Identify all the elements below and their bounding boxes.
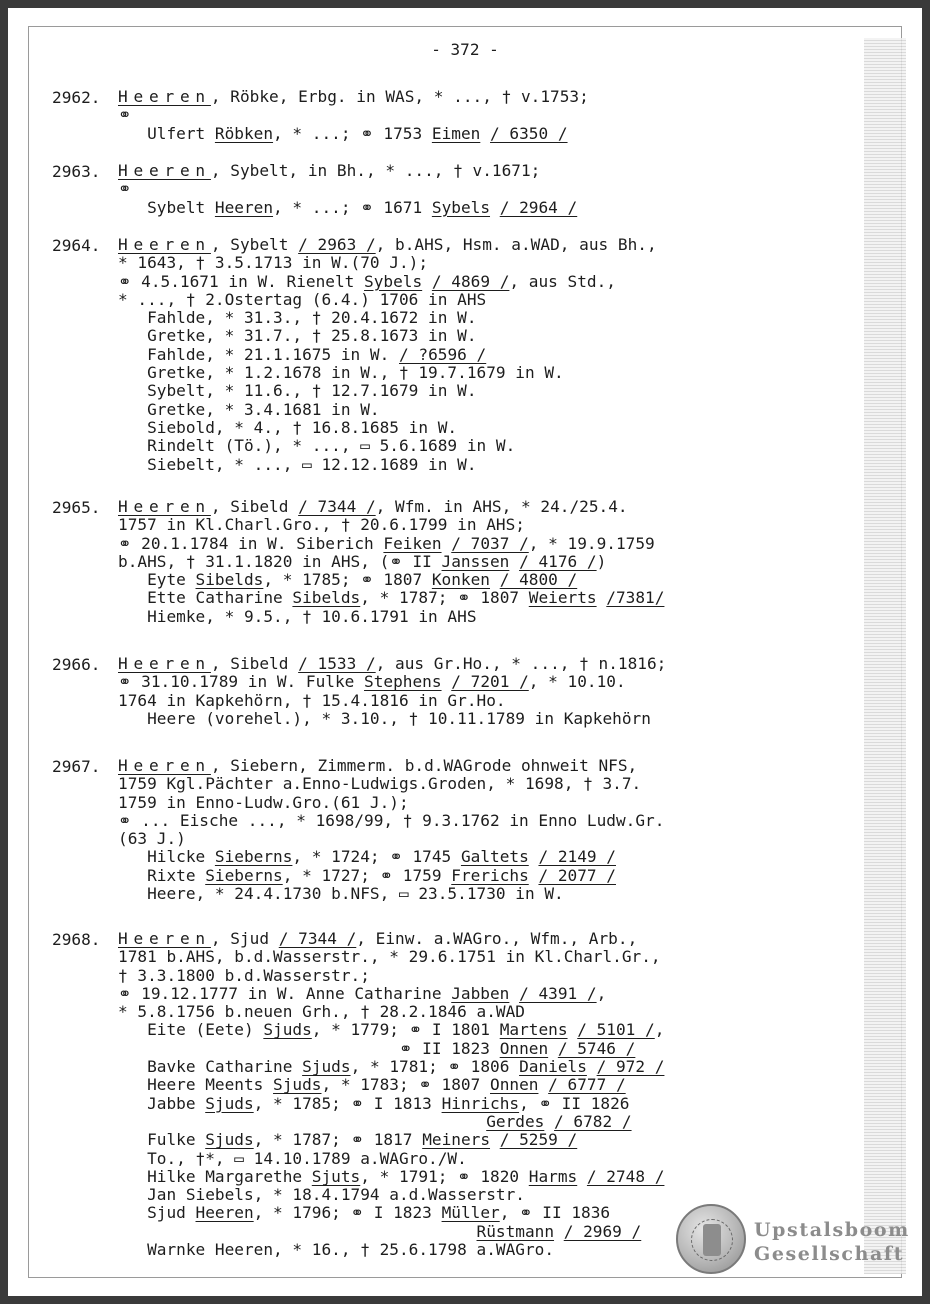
entry-line — [118, 1113, 664, 1131]
surname-heading: Heeren — [118, 87, 211, 106]
underlined-reference: / 2964 / — [499, 197, 578, 217]
underlined-reference: Sjuds — [273, 1075, 322, 1095]
entry-text: , — [596, 983, 607, 1003]
entry-text: Sjud — [118, 1203, 196, 1223]
surname-heading: Heeren — [118, 497, 211, 516]
underlined-reference: Rüstmann — [476, 1221, 555, 1241]
entry-text: , * 1779; ⚭ I 1801 — [311, 1020, 500, 1040]
entry-text: , * 1785; ⚭ 1807 — [263, 570, 432, 590]
entry-line — [118, 401, 657, 419]
entry-number: 2968. — [52, 930, 101, 949]
underlined-reference: / 5259 / — [499, 1130, 578, 1150]
entry-line — [118, 775, 664, 793]
entry-line — [118, 794, 664, 812]
entry-text: 1764 in Kapkehörn, † 15.4.1816 in Gr.Ho. — [118, 690, 506, 710]
entry-text: ⚭ 20.1.1784 in W. Siberich — [118, 533, 384, 553]
entry-line — [118, 309, 657, 327]
underlined-reference: Sybels — [364, 271, 423, 291]
underlined-reference: / 2969 / — [563, 1221, 642, 1241]
entry-text: , * 1796; ⚭ I 1823 — [253, 1203, 442, 1223]
entry-line — [118, 930, 664, 948]
entry-line — [118, 608, 664, 626]
entry-text — [554, 1222, 564, 1241]
underlined-reference: Sjuds — [302, 1057, 351, 1077]
entry-number: 2965. — [52, 498, 101, 517]
entry-line — [118, 419, 657, 437]
entry-text: , * 1727; ⚭ 1759 — [282, 865, 452, 885]
entry-text: Rixte — [118, 865, 206, 885]
entry-line — [118, 1021, 664, 1039]
entry-text: , * 10.10. — [528, 672, 626, 692]
underlined-reference: Frerichs — [451, 865, 529, 885]
entry-line — [118, 885, 664, 903]
entry-line — [118, 535, 664, 553]
underlined-reference: / 2748 / — [586, 1166, 665, 1186]
underlined-reference: Feiken — [383, 533, 442, 553]
underlined-reference: Sjuds — [263, 1020, 312, 1040]
entry-text: , Röbke, Erbg. in WAS, * ..., † v.1753; — [210, 87, 589, 106]
entry-text: , * 1783; ⚭ 1807 — [321, 1075, 490, 1095]
entry-line — [118, 1058, 664, 1076]
underlined-reference: /7381/ — [606, 588, 665, 608]
entry-text: Sybelt, * 11.6., † 12.7.1679 in W. — [118, 381, 477, 401]
underlined-reference: Sjuds — [205, 1130, 254, 1150]
entry-text — [509, 552, 519, 571]
entry-line — [118, 236, 657, 254]
upstalsboom-logo — [676, 1204, 910, 1274]
entry-line — [118, 346, 657, 364]
entry-text — [490, 570, 500, 589]
entry-line — [118, 88, 589, 106]
entry-text — [529, 847, 539, 866]
entry-text: , aus Std., — [509, 271, 616, 291]
entry-text: , * 1791; ⚭ 1820 — [360, 1166, 529, 1186]
entry-text: , Sjud — [210, 929, 279, 948]
entry-text: Siebelt, * ..., ▭ 12.12.1689 in W. — [118, 454, 477, 474]
entry-number: 2966. — [52, 655, 101, 674]
entry-line — [118, 967, 664, 985]
underlined-reference: Röbken — [214, 123, 274, 143]
entry-text: Hilcke — [118, 847, 215, 867]
entry-text: Fahlde, * 21.1.1675 in W. — [118, 344, 399, 364]
logo-line-1: Upstalsboom — [754, 1219, 910, 1241]
entry-text: Warnke Heeren, * 16., † 25.6.1798 a.WAGro. — [118, 1240, 555, 1260]
entry-line — [118, 1204, 664, 1222]
entry-text: Hilke Margarethe — [118, 1166, 312, 1186]
entry-text: * 5.8.1756 b.neuen Grh., † 28.2.1846 a.WAD — [118, 1002, 525, 1022]
entry-line — [118, 830, 664, 848]
entry-text: , * 1724; ⚭ 1745 — [292, 847, 461, 867]
entry-line — [118, 364, 657, 382]
entry-text: Gretke, * 31.7., † 25.8.1673 in W. — [118, 326, 477, 346]
entry-text: * ..., † 2.Ostertag (6.4.) 1706 in AHS — [118, 289, 487, 309]
underlined-reference: Meiners — [422, 1130, 491, 1150]
underlined-reference: / 2077 / — [538, 865, 616, 885]
underlined-reference: Harms — [528, 1166, 578, 1186]
underlined-reference: Jabben — [451, 983, 510, 1003]
entry-text — [587, 1057, 597, 1076]
underlined-reference: Heeren — [214, 197, 274, 217]
underlined-reference: Onnen — [499, 1038, 549, 1058]
entry-line — [118, 848, 664, 866]
entry-text: , Sybelt — [210, 235, 299, 254]
entry-text: Siebold, * 4., † 16.8.1685 in W. — [118, 417, 458, 437]
entry-number: 2962. — [52, 88, 101, 107]
entry-text: ⚭ 4.5.1671 in W. Rienelt — [118, 271, 365, 291]
entry-text: b.AHS, † 31.1.1820 in AHS, (⚭ II — [118, 551, 442, 571]
entry-line — [118, 516, 664, 534]
underlined-reference: Daniels — [519, 1057, 587, 1077]
underlined-reference: / 2963 / — [298, 235, 376, 254]
underlined-reference: / ?6596 / — [399, 344, 487, 364]
entry-line — [118, 199, 577, 217]
entry-text: Heere Meents — [118, 1075, 274, 1095]
entry-line — [118, 180, 577, 198]
entry-line — [118, 125, 589, 143]
entry-line — [118, 589, 664, 607]
underlined-reference: Galtets — [460, 847, 529, 867]
entry-line — [118, 553, 664, 571]
entry-text: Gretke, * 3.4.1681 in W. — [118, 399, 380, 419]
underlined-reference: Sjuds — [205, 1093, 254, 1113]
underlined-reference: Heeren — [195, 1203, 254, 1223]
underlined-reference: Sieberns — [205, 865, 283, 885]
entry-text: Eite (Eete) — [118, 1020, 264, 1040]
underlined-reference: Sibelds — [195, 570, 264, 590]
underlined-reference: / 2149 / — [538, 847, 616, 867]
entry-line — [118, 1131, 664, 1149]
entry-text: , Siebern, Zimmerm. b.d.WAGrode ohnweit NFS, — [210, 756, 638, 775]
entry-line — [118, 1040, 664, 1058]
underlined-reference: / 5746 / — [557, 1038, 636, 1058]
underlined-reference: Konken — [431, 570, 490, 590]
entry-line — [118, 456, 657, 474]
entry-text: , * 1781; ⚭ 1806 — [350, 1057, 520, 1077]
entry-line — [118, 692, 666, 710]
entry-text: ) — [596, 551, 607, 571]
entry-text: ⚭ 31.10.1789 in W. Fulke — [118, 672, 365, 692]
entry-line — [118, 1223, 664, 1241]
entry-text: , * 1787; ⚭ 1817 — [253, 1130, 423, 1150]
entry-text — [597, 588, 607, 607]
entry-text: 1781 b.AHS, b.d.Wasserstr., * 29.6.1751 in Kl.Charl.Gr., — [118, 947, 661, 967]
underlined-reference: / 5101 / — [577, 1020, 655, 1040]
entry-text: , b.AHS, Hsm. a.WAD, aus Bh., — [375, 235, 657, 254]
entry-text: , Sibeld — [210, 654, 299, 673]
entry-text: Ette Catharine — [118, 588, 293, 608]
entry-text: Heere, * 24.4.1730 b.NFS, ▭ 23.5.1730 in W. — [118, 884, 564, 904]
surname-heading: Heeren — [118, 654, 211, 673]
entry-text — [544, 1112, 554, 1131]
underlined-reference: / 6782 / — [554, 1111, 632, 1131]
underlined-reference: Onnen — [490, 1075, 539, 1095]
surname-heading: Heeren — [118, 756, 211, 775]
underlined-reference: / 4869 / — [431, 271, 510, 291]
entry-number: 2963. — [52, 162, 101, 181]
entry-text: , * 19.9.1759 — [528, 533, 655, 553]
entry-line — [118, 1003, 664, 1021]
entry-text: , ⚭ II 1826 — [519, 1093, 630, 1113]
underlined-reference: / 7201 / — [451, 672, 529, 692]
entry-text: 1757 in Kl.Charl.Gro., † 20.6.1799 in AHS; — [118, 515, 525, 535]
underlined-reference: Sieberns — [214, 847, 293, 867]
entry-line — [118, 948, 664, 966]
logo-line-2: Gesellschaft — [754, 1243, 905, 1265]
entry-line — [118, 106, 589, 124]
entry-text: Bavke Catharine — [118, 1057, 303, 1077]
entry-text: (63 J.) — [118, 829, 186, 849]
seal-icon — [676, 1204, 746, 1274]
entry-line — [118, 382, 657, 400]
underlined-reference: Sibelds — [292, 588, 361, 608]
entry-text: Gretke, * 1.2.1678 in W., † 19.7.1679 in W. — [118, 363, 564, 383]
entry-text: 1759 Kgl.Pächter a.Enno-Ludwigs.Groden, * 1698, † 3.7. — [118, 774, 642, 794]
surname-heading: Heeren — [118, 235, 211, 254]
underlined-reference: Janssen — [441, 551, 510, 571]
underlined-reference: / 4800 / — [499, 570, 578, 590]
entry-text: ⚭ — [118, 105, 132, 125]
underlined-reference: / 1533 / — [298, 654, 376, 673]
entry-text: ⚭ II 1823 — [118, 1038, 500, 1058]
entry-line — [118, 985, 664, 1003]
entry-text: Hiemke, * 9.5., † 10.6.1791 in AHS — [118, 606, 477, 626]
entry-line — [118, 162, 577, 180]
entry-text: , * ...; ⚭ 1671 — [273, 197, 432, 217]
entry-text: 1759 in Enno-Ludw.Gro.(61 J.); — [118, 792, 409, 812]
underlined-reference: Sybels — [431, 197, 491, 217]
entry-text: , * 1785; ⚭ I 1813 — [253, 1093, 442, 1113]
entry-text: Rindelt (Tö.), * ..., ▭ 5.6.1689 in W. — [118, 436, 516, 456]
entry-text: ⚭ — [118, 179, 132, 199]
underlined-reference: Martens — [499, 1020, 568, 1040]
entry-text: Fulke — [118, 1130, 206, 1150]
entry-text: , * ...; ⚭ 1753 — [273, 123, 432, 143]
entry-text: * 1643, † 3.5.1713 in W.(70 J.); — [118, 253, 429, 273]
entry-text: † 3.3.1800 b.d.Wasserstr.; — [118, 965, 370, 985]
underlined-reference: Hinrichs — [441, 1093, 520, 1113]
entry-text: , Einw. a.WAGro., Wfm., Arb., — [356, 929, 638, 948]
entry-line — [118, 673, 666, 691]
entry-text: , — [654, 1020, 665, 1040]
underlined-reference: Gerdes — [486, 1111, 545, 1131]
entry-text: Eyte — [118, 570, 196, 590]
entry-line — [118, 757, 664, 775]
entry-text — [118, 1112, 486, 1131]
surname-heading: Heeren — [118, 929, 211, 948]
entry-text: , Wfm. in AHS, * 24./25.4. — [375, 497, 628, 516]
underlined-reference: Stephens — [364, 672, 442, 692]
entry-text: To., †*, ▭ 14.10.1789 a.WAGro./W. — [118, 1148, 467, 1168]
surname-heading: Heeren — [118, 161, 211, 180]
page-number: - 372 - — [431, 40, 499, 59]
entry-line — [118, 254, 657, 272]
underlined-reference: Weierts — [528, 588, 597, 608]
entry-text — [529, 866, 539, 885]
entry-line — [118, 1241, 664, 1259]
entry-text — [490, 198, 500, 217]
entry-text: Jan Siebels, * 18.4.1794 a.d.Wasserstr. — [118, 1185, 525, 1205]
entry-text — [577, 1167, 587, 1186]
underlined-reference: / 4176 / — [519, 551, 597, 571]
entry-text — [538, 1075, 548, 1094]
entry-line — [118, 273, 657, 291]
entry-number: 2967. — [52, 757, 101, 776]
underlined-reference: Sjuts — [311, 1166, 361, 1186]
entry-text — [118, 1222, 477, 1241]
entry-text: Ulfert — [118, 123, 215, 143]
underlined-reference: / 7344 / — [278, 929, 357, 948]
entry-text — [442, 534, 452, 553]
entry-line — [118, 1150, 664, 1168]
entry-line — [118, 1095, 664, 1113]
entry-text: Sybelt — [118, 197, 215, 217]
entry-text: , Sibeld — [210, 497, 299, 516]
entry-text — [509, 984, 519, 1003]
underlined-reference: / 972 / — [596, 1057, 665, 1077]
entry-text: , ⚭ II 1836 — [499, 1203, 611, 1223]
underlined-reference: / 6350 / — [490, 123, 568, 143]
entry-text: Fahlde, * 31.3., † 20.4.1672 in W. — [118, 308, 477, 328]
underlined-reference: / 7344 / — [298, 497, 376, 516]
entry-text: , Sybelt, in Bh., * ..., † v.1671; — [210, 161, 541, 180]
entry-line — [118, 571, 664, 589]
entry-line — [118, 437, 657, 455]
entry-line — [118, 1168, 664, 1186]
entry-text: , aus Gr.Ho., * ..., † n.1816; — [375, 654, 667, 673]
underlined-reference: / 7037 / — [451, 533, 529, 553]
entry-text: Jabbe — [118, 1093, 206, 1113]
entry-text — [548, 1039, 558, 1058]
underlined-reference: Eimen — [431, 123, 481, 143]
entry-line — [118, 710, 666, 728]
entry-line — [118, 867, 664, 885]
entry-line — [118, 1186, 664, 1204]
entry-number: 2964. — [52, 236, 101, 255]
entry-text: ⚭ ... Eische ..., * 1698/99, † 9.3.1762 in Enno Ludw.Gr. — [118, 810, 665, 830]
underlined-reference: / 4391 / — [519, 983, 597, 1003]
underlined-reference: / 6777 / — [548, 1075, 626, 1095]
entry-text — [490, 1130, 500, 1149]
entry-line — [118, 498, 664, 516]
entry-text — [422, 272, 432, 291]
underlined-reference: Müller — [441, 1203, 500, 1223]
entry-line — [118, 812, 664, 830]
entry-text: , * 1787; ⚭ 1807 — [360, 588, 529, 608]
entry-line — [118, 291, 657, 309]
entry-line — [118, 327, 657, 345]
entry-text — [480, 124, 490, 143]
entry-text: ⚭ 19.12.1777 in W. Anne Catharine — [118, 983, 452, 1003]
entry-line — [118, 655, 666, 673]
entry-line — [118, 1076, 664, 1094]
entry-text — [442, 672, 452, 691]
entry-text — [568, 1020, 578, 1039]
entry-text: Heere (vorehel.), * 3.10., † 10.11.1789 in Kapkehörn — [118, 708, 651, 728]
